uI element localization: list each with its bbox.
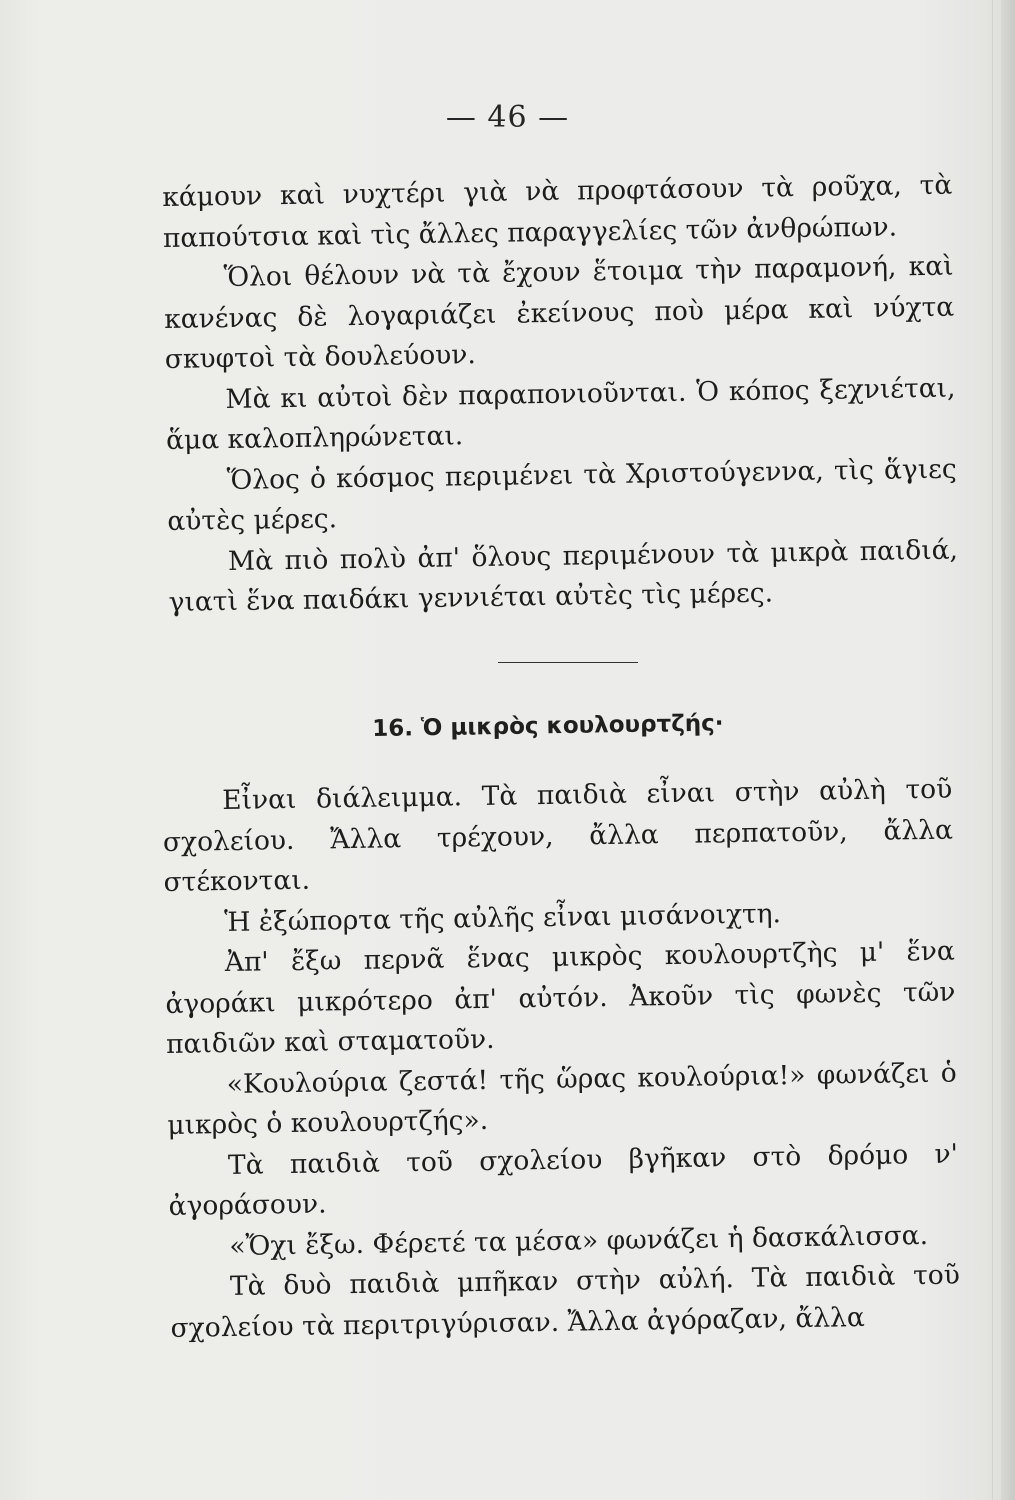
paragraph: Ἀπ' ἔξω περνᾶ ἕνας μικρὸς κουλουρτζὴς μ' ἕνα ἀγοράκι μικρότερο ἀπ' αὐτόν. Ἀκοῦν τὶς φωνὲς τῶν παιδιῶν καὶ σταματοῦν. bbox=[165, 935, 956, 1060]
paragraph: Τὰ δυὸ παιδιὰ μπῆκαν στὴν αὐλή. Τὰ παιδιὰ τοῦ σχολείου τὰ περιτριγύρισαν. Ἄλλα ἀγόραζαν, ἄλλα bbox=[170, 1259, 961, 1344]
section-text-block bbox=[162, 770, 961, 1349]
page-binding-edge bbox=[1001, 0, 1015, 1500]
section-heading bbox=[372, 710, 724, 742]
page-binding-line bbox=[992, 0, 993, 1500]
paragraph: κάμουν καὶ νυχτέρι γιὰ νὰ προφτάσουν τὰ ροῦχα, τὰ παπούτσια καὶ τὶς ἄλλες παραγγελίες τῶν ἀνθρώπων. bbox=[162, 169, 953, 254]
continued-text-block bbox=[162, 166, 959, 624]
paragraph: Ὅλος ὁ κόσμος περιμένει τὰ Χριστούγεννα, τὶς ἅγιες αὐτὲς μέρες. bbox=[167, 453, 957, 537]
paragraph: «Κουλούρια ζεστά! τῆς ὥρας κουλούρια!» φωνάζει ὁ μικρὸς ὁ κουλουρτζής». bbox=[167, 1057, 957, 1141]
paragraph: Τὰ παιδιὰ τοῦ σχολείου βγῆκαν στὸ δρόμο ν' ἀγοράσουν. bbox=[168, 1138, 959, 1222]
paragraph: Μὰ κι αὐτοὶ δὲν παραπονιοῦνται. Ὁ κόπος ξεχνιέται, ἅμα καλοπληρώνεται. bbox=[165, 372, 956, 456]
section-number: 16. bbox=[372, 715, 414, 742]
paragraph: Μὰ πιὸ πολὺ ἀπ' ὅλους περιμένουν τὰ μικρὰ παιδιά, γιατὶ ἕνα παιδάκι γεννιέται αὐτὲς τὶς μέρες. bbox=[168, 534, 959, 618]
page-number: — 46 — bbox=[445, 100, 570, 135]
paragraph: «Ὄχι ἔξω. Φέρετέ τα μέσα» φωνάζει ἡ δασκάλισσα. bbox=[229, 1219, 929, 1262]
paragraph: Ὅλοι θέλουν νὰ τὰ ἔχουν ἕτοιμα τὴν παραμονή, καὶ κανένας δὲ λογαριάζει ἐκείνους ποὺ μέρα καὶ νύχτα σκυφτοὶ τὰ δουλεύουν. bbox=[163, 250, 955, 375]
paragraph: Ἡ ἐξώπορτα τῆς αὐλῆς εἶναι μισάνοιχτη. bbox=[223, 897, 782, 938]
paragraph: Εἶναι διάλειμμα. Τὰ παιδιὰ εἶναι στὴν αὐλὴ τοῦ σχολείου. Ἄλλα τρέχουν, ἄλλα περπατοῦν, ἄλλα στέκονται. bbox=[162, 773, 954, 898]
section-separator-rule bbox=[498, 662, 638, 663]
section-title: Ὁ μικρὸς κουλουρτζής· bbox=[420, 710, 724, 742]
